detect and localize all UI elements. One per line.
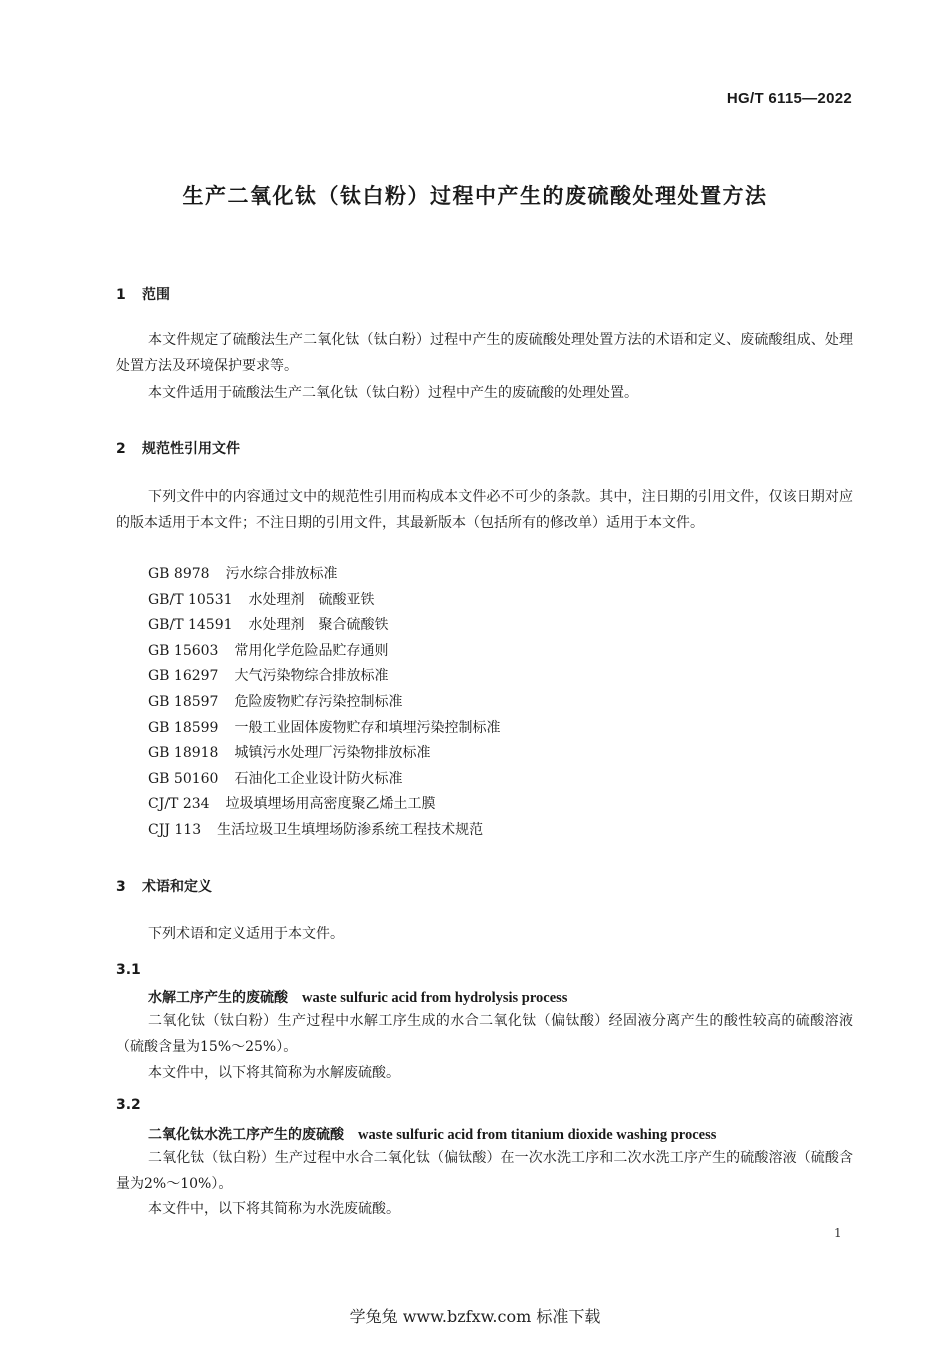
term-3-2-title (148, 1124, 716, 1144)
page-number: 1 (834, 1226, 842, 1240)
reference-title: 水处理剂 聚合硫酸铁 (248, 617, 389, 634)
reference-item (148, 767, 500, 793)
reference-title: 常用化学危险品贮存通则 (234, 642, 389, 659)
section-2-paragraph-1: 下列文件中的内容通过文中的规范性引用而构成本文件必不可少的条款。其中，注日期的引用文件，仅该日期对应的版本适用于本文件；不注日期的引用文件，其最新版本（包括所有的修改单）适用于本文件。 (116, 489, 853, 531)
section-2-heading (116, 438, 240, 458)
reference-code: GB 18599 (148, 719, 219, 736)
reference-title: 危险废物贮存污染控制标准 (234, 693, 403, 710)
section-title: 范围 (142, 287, 170, 303)
reference-item (148, 690, 500, 716)
reference-code: GB 18918 (148, 745, 219, 762)
section-title: 规范性引用文件 (142, 441, 240, 457)
term-3-1-definition: 二氧化钛（钛白粉）生产过程中水解工序生成的水合二氧化钛（偏钛酸）经固液分离产生的酸性较高的硫酸溶液（硫酸含量为15%～25%）。 (116, 1013, 853, 1055)
reference-title: 一般工业固体废物贮存和填埋污染控制标准 (234, 719, 501, 736)
reference-title: 大气污染物综合排放标准 (234, 668, 389, 685)
term-3-1-title (148, 987, 567, 1007)
term-3-1-note: 本文件中，以下将其简称为水解废硫酸。 (148, 1065, 400, 1081)
document-title: 生产二氧化钛（钛白粉）过程中产生的废硫酸处理处置方法 (182, 184, 768, 208)
term-en: waste sulfuric acid from titanium dioxide washing process (358, 1127, 717, 1143)
reference-code: GB 16297 (148, 668, 219, 685)
reference-item (148, 792, 500, 818)
reference-code: GB 8978 (148, 566, 210, 582)
term-3-1-number: 3.1 (116, 962, 141, 978)
section-number: 2 (116, 441, 126, 457)
term-zh: 水解工序产生的废硫酸 (148, 990, 288, 1006)
section-1-heading (116, 284, 170, 304)
reference-code: GB/T 14591 (148, 617, 233, 634)
term-en: waste sulfuric acid from hydrolysis process (302, 990, 568, 1006)
section-1-paragraph-2: 本文件适用于硫酸法生产二氧化钛（钛白粉）过程中产生的废硫酸的处理处置。 (148, 385, 638, 401)
reference-item (148, 613, 500, 639)
reference-title: 水处理剂 硫酸亚铁 (248, 591, 375, 608)
reference-code: GB 15603 (148, 642, 219, 659)
term-3-2-number: 3.2 (116, 1097, 141, 1113)
reference-item (148, 562, 500, 588)
reference-item (148, 741, 500, 767)
standard-code: HG/T 6115—2022 (726, 90, 852, 107)
term-3-2-note: 本文件中，以下将其简称为水洗废硫酸。 (148, 1201, 400, 1217)
normative-reference-list (148, 562, 500, 844)
section-3-heading (116, 876, 212, 896)
reference-code: CJJ 113 (148, 821, 202, 838)
reference-title: 生活垃圾卫生填埋场防渗系统工程技术规范 (217, 821, 484, 838)
section-3-paragraph-1: 下列术语和定义适用于本文件。 (148, 926, 344, 942)
section-title: 术语和定义 (142, 879, 212, 895)
section-1-paragraph-1: 本文件规定了硫酸法生产二氧化钛（钛白粉）过程中产生的废硫酸处理处置方法的术语和定义、废硫酸组成、处理处置方法及环境保护要求等。 (116, 332, 853, 374)
reference-item (148, 664, 500, 690)
reference-title: 城镇污水处理厂污染物排放标准 (234, 745, 431, 762)
reference-item (148, 716, 500, 742)
reference-item (148, 818, 500, 844)
reference-code: CJ/T 234 (148, 796, 210, 813)
download-footer: 学兔兔 www.bzfxw.com 标准下载 (349, 1307, 601, 1326)
term-3-2-definition: 二氧化钛（钛白粉）生产过程中水合二氧化钛（偏钛酸）在一次水洗工序和二次水洗工序产生的硫酸溶液（硫酸含量为2%～10%）。 (116, 1150, 853, 1192)
reference-code: GB/T 10531 (148, 591, 233, 608)
section-number: 3 (116, 879, 126, 895)
reference-code: GB 18597 (148, 693, 219, 710)
term-zh: 二氧化钛水洗工序产生的废硫酸 (148, 1127, 344, 1143)
reference-item (148, 588, 500, 614)
reference-item (148, 639, 500, 665)
reference-title: 垃圾填埋场用高密度聚乙烯土工膜 (225, 796, 436, 813)
reference-code: GB 50160 (148, 770, 219, 787)
section-number: 1 (116, 287, 126, 303)
reference-title: 污水综合排放标准 (225, 566, 338, 582)
reference-title: 石油化工企业设计防火标准 (234, 770, 403, 787)
